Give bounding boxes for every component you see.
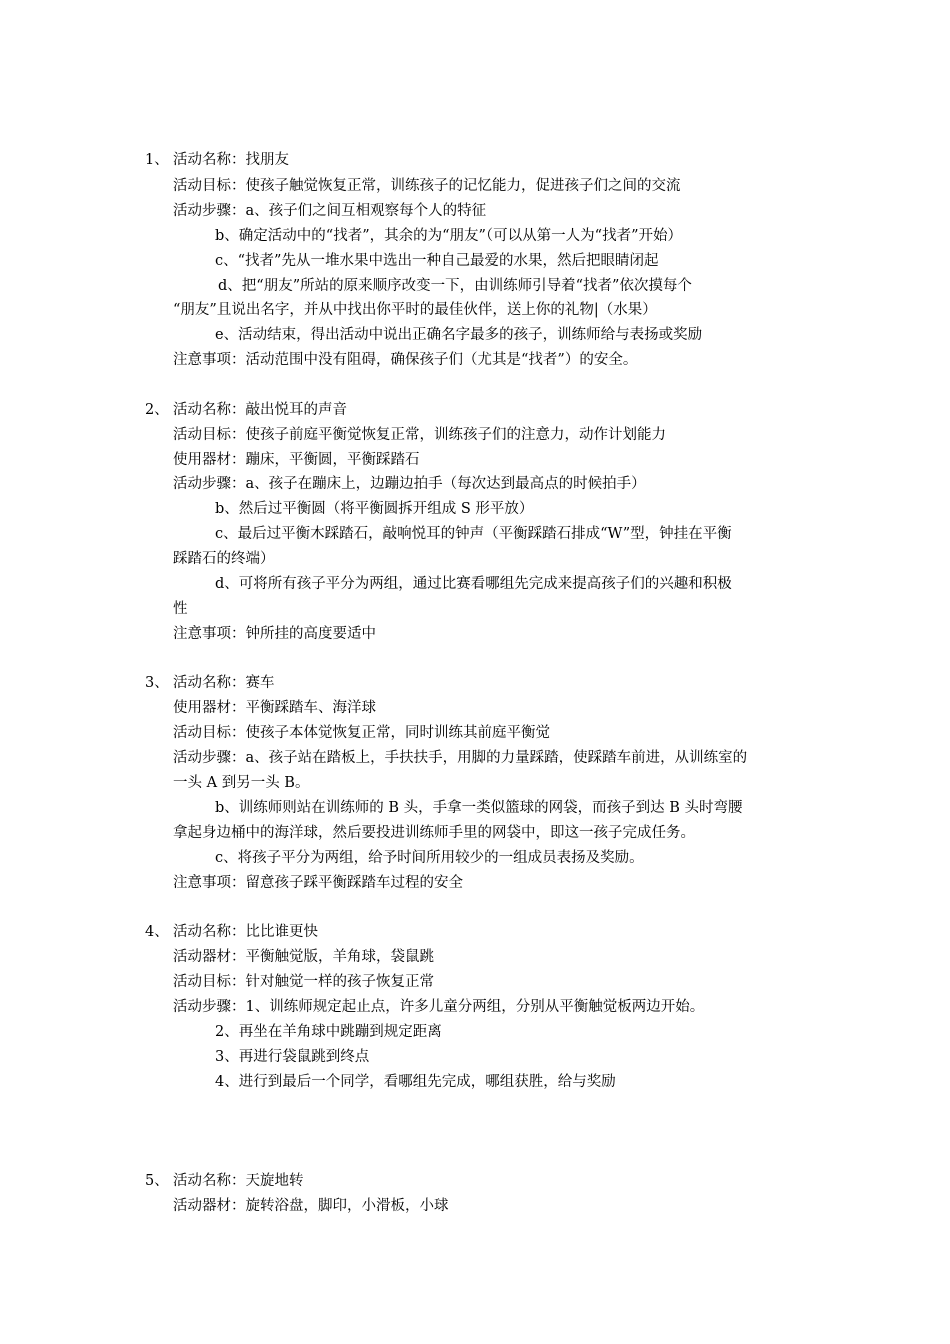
activity-step-continued: 一头 A 到另一头 B。 <box>173 775 310 791</box>
activity-step: c、将孩子平分为两组，给予时间所用较少的一组成员表扬及奖励。 <box>215 850 644 866</box>
activity-step: c、最后过平衡木踩踏石，敲响悦耳的钟声（平衡踩踏石排成“W”型，钟挂在平衡 <box>215 526 732 542</box>
activity-step-continued: 性 <box>173 601 188 617</box>
activity-goal: 活动目标：使孩子本体觉恢复正常，同时训练其前庭平衡觉 <box>173 725 550 741</box>
activity-name: 活动名称：赛车 <box>173 675 275 691</box>
activity-step: e、活动结束，得出活动中说出正确名字最多的孩子，训练师给与表扬或奖励 <box>215 327 703 343</box>
activity-steps-head: 活动步骤：a、孩子们之间互相观察每个人的特征 <box>173 203 487 219</box>
section-number: 2、 <box>145 402 169 418</box>
activity-name: 活动名称：比比谁更快 <box>173 924 318 940</box>
activity-step: b、训练师则站在训练师的 B 头，手拿一类似篮球的网袋，而孩子到达 B 头时弯腰 <box>215 800 743 816</box>
activity-goal: 活动目标：针对触觉一样的孩子恢复正常 <box>173 974 434 990</box>
activity-note: 注意事项：留意孩子踩平衡踩踏车过程的安全 <box>173 875 463 891</box>
activity-equipment: 活动器材：平衡触觉版，羊角球，袋鼠跳 <box>173 949 434 965</box>
section-number: 3、 <box>145 675 169 691</box>
activity-step: b、然后过平衡圆（将平衡圆拆开组成 S 形平放） <box>215 501 534 517</box>
activity-goal: 活动目标：使孩子触觉恢复正常，训练孩子的记忆能力，促进孩子们之间的交流 <box>173 178 681 194</box>
section-number: 1、 <box>145 152 169 168</box>
activity-step: b、确定活动中的“找者”，其余的为“朋友”（可以从第一人为“找者”开始） <box>215 228 683 244</box>
activity-step: d、把“朋友”所站的原来顺序改变一下，由训练师引导着“找者”依次摸每个 <box>218 278 692 294</box>
activity-steps-head: 活动步骤：a、孩子在蹦床上，边蹦边拍手（每次达到最高点的时候拍手） <box>173 476 646 492</box>
activity-step: 3、再进行袋鼠跳到终点 <box>215 1049 370 1065</box>
activity-step-continued: 踩踏石的终端） <box>173 551 275 567</box>
activity-note: 注意事项：活动范围中没有阻碍，确保孩子们（尤其是“找者”）的安全。 <box>173 352 638 368</box>
activity-name: 活动名称：找朋友 <box>173 152 289 168</box>
activity-step: 4、进行到最后一个同学，看哪组先完成，哪组获胜，给与奖励 <box>215 1074 616 1090</box>
activity-step: c、“找者”先从一堆水果中选出一种自己最爱的水果，然后把眼睛闭起 <box>215 253 659 269</box>
activity-equipment: 活动器材：旋转浴盘，脚印，小滑板，小球 <box>173 1198 449 1214</box>
section-number: 4、 <box>145 924 169 940</box>
section-number: 5、 <box>145 1173 169 1189</box>
activity-equipment: 使用器材：平衡踩踏车、海洋球 <box>173 700 376 716</box>
activity-name: 活动名称：天旋地转 <box>173 1173 304 1189</box>
activity-note: 注意事项：钟所挂的高度要适中 <box>173 626 376 642</box>
activity-step: d、可将所有孩子平分为两组，通过比赛看哪组先完成来提高孩子们的兴趣和积极 <box>215 576 732 592</box>
activity-steps-head: 活动步骤：1、训练师规定起止点，许多儿童分两组，分别从平衡触觉板两边开始。 <box>173 999 705 1015</box>
activity-name: 活动名称：敲出悦耳的声音 <box>173 402 347 418</box>
activity-steps-head: 活动步骤：a、孩子站在踏板上，手扶扶手，用脚的力量踩踏，使踩踏车前进，从训练室的 <box>173 750 748 766</box>
activity-step: 2、再坐在羊角球中跳蹦到规定距离 <box>215 1024 442 1040</box>
activity-step-continued: 拿起身边桶中的海洋球，然后要投进训练师手里的网袋中，即这一孩子完成任务。 <box>173 825 695 841</box>
activity-goal: 活动目标：使孩子前庭平衡觉恢复正常，训练孩子们的注意力，动作计划能力 <box>173 427 666 443</box>
activity-equipment: 使用器材：蹦床，平衡圆，平衡踩踏石 <box>173 452 420 468</box>
activity-step-continued: “朋友”且说出名字，并从中找出你平时的最佳伙伴，送上你的礼物|（水果） <box>173 302 657 318</box>
